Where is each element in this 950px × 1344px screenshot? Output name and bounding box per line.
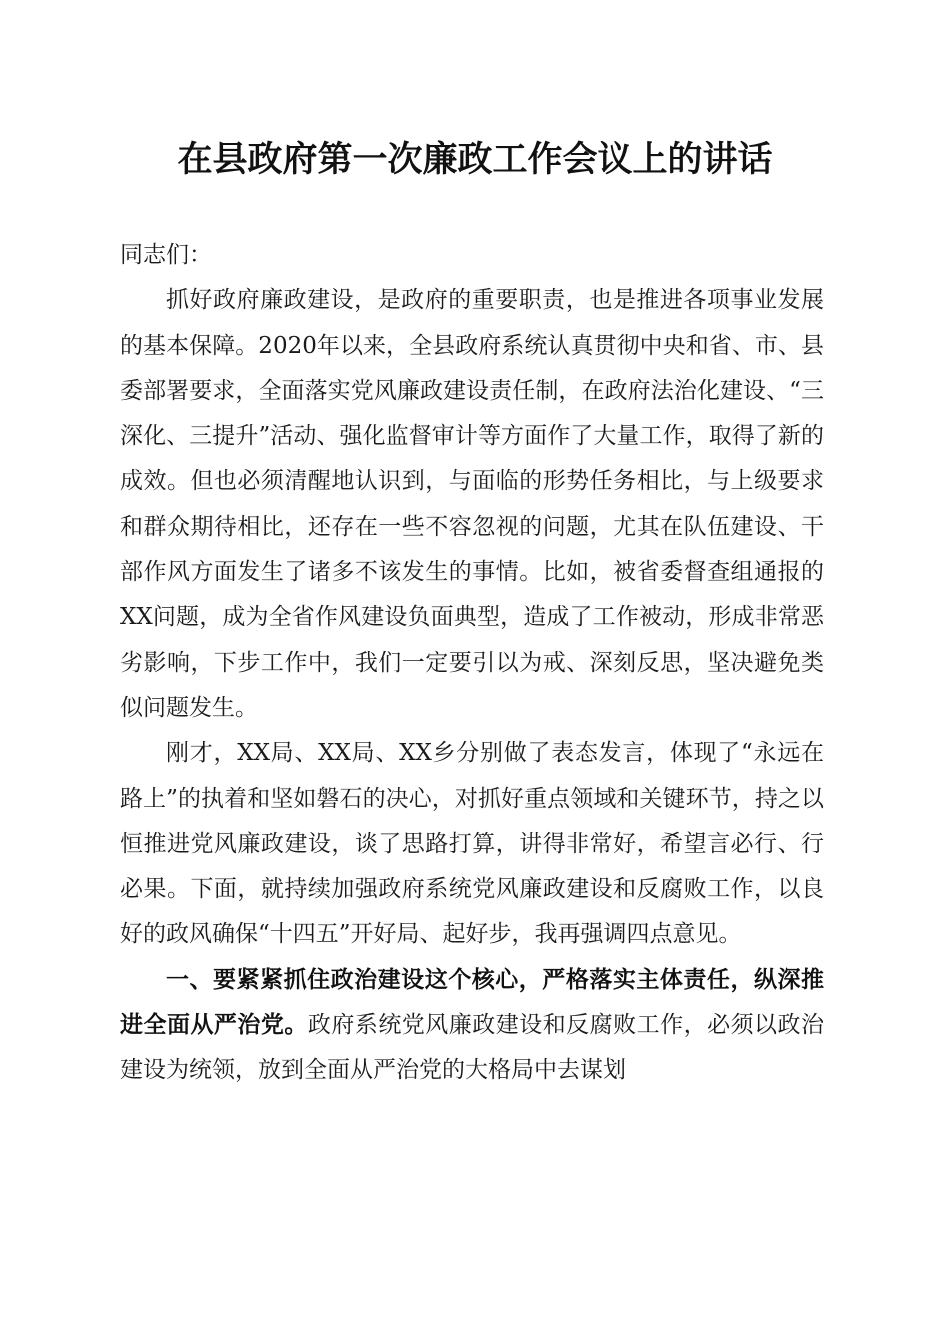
paragraph-remarks: 刚才，XX局、XX局、XX乡分别做了表态发言，体现了“永远在路上”的执着和坚如磐石的决心，对抓好重点领域和关键环节，持之以恒推进党风廉政建设，谈了思路打算，讲得非常好，希望言必行、行必果。下面，就持续加强政府系统党风廉政建设和反腐败工作，以良好的政风确保“十四五”开好局、起好步，我再强调四点意见。 [120,740,824,948]
paragraph-intro: 抓好政府廉政建设，是政府的重要职责，也是推进各项事业发展的基本保障。2020年以来，全县政府系统认真贯彻中央和省、市、县委部署要求，全面落实党风廉政建设责任制，在政府法治化建设、“三深化、三提升”活动、强化监督审计等方面作了大量工作，取得了新的成效。但也必须清醒地认识到，与面临的形势任务相比，与上级要求和群众期待相比，还存在一些不容忽视的问题，尤其在队伍建设、干部作风方面发生了诸多不该发生的事情。比如，被省委督查组通报的XX问题，成为全省作风建设负面典型，造成了工作被动，形成非常恶劣影响，下步工作中，我们一定要引以为戒、深刻反思，坚决避免类似问题发生。 [120,287,824,721]
salutation: 同志们： [120,242,212,268]
section-one-text: 政府系统党风廉政建设和反腐败工作，必须以政治建设为统领，放到全面从严治党的大格局中去谋划 [120,1012,825,1084]
document-title: 在县政府第一次廉政工作会议上的讲话 [177,139,773,180]
document-body [120,233,824,1094]
paragraph-section-one [120,958,824,1094]
section-one-heading: 一、要紧紧抓住政治建设这个核心，严格落实主体责任，纵深推进全面从严治党。 [120,966,824,1039]
